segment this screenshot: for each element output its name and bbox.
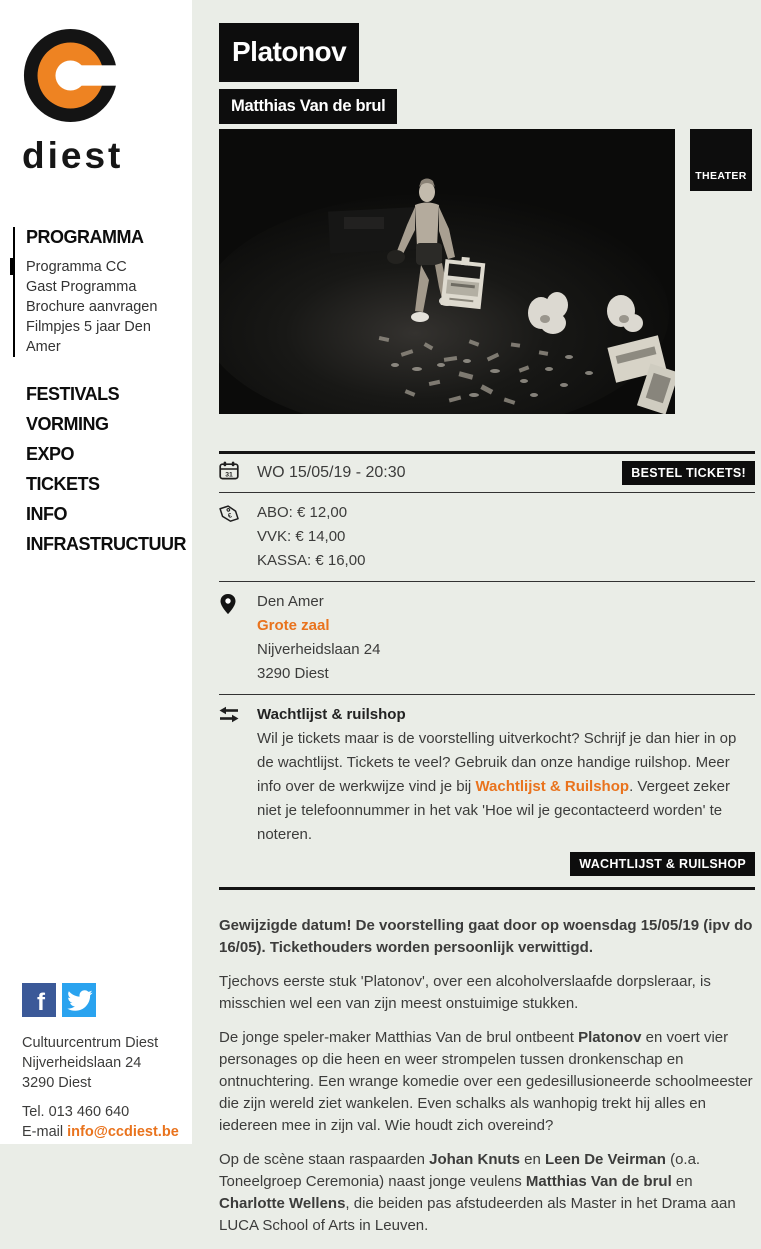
event-info bbox=[219, 451, 755, 890]
facebook-icon[interactable] bbox=[22, 983, 56, 1017]
footer-tel: Tel. 013 460 640 bbox=[22, 1104, 130, 1120]
text-segment: (o.a. Toneelgroep Ceremonia) naast jonge veulens bbox=[219, 1151, 701, 1190]
sidebar-item-tickets[interactable]: TICKETS bbox=[26, 474, 100, 494]
page-title: Platonov bbox=[219, 23, 359, 82]
text-segment: Wil je tickets maar is de voorstelling uitverkocht? Schrijf je dan hier in op de wachtlijst. Tickets te veel? Gebruik dan onze handige ruilshop. Meer info over de werkwijze vind je bij bbox=[257, 730, 737, 795]
article bbox=[219, 915, 755, 1237]
text-segment: Matthias Van de brul bbox=[525, 1173, 672, 1190]
programma-submenu bbox=[26, 257, 173, 357]
event-date-row bbox=[219, 454, 755, 493]
paragraph-cast bbox=[219, 1149, 755, 1237]
text-segment: Charlotte Wellens bbox=[219, 1195, 346, 1212]
text-segment: . Vergeet zeker niet je telefoonnummer in het vak 'Hoe wil je gecontacteerd worden' te noteren. bbox=[257, 778, 730, 843]
paragraph-intro bbox=[219, 971, 755, 1015]
sidebar bbox=[0, 0, 192, 1144]
category-badge-theater: THEATER bbox=[690, 129, 752, 191]
twitter-icon[interactable] bbox=[62, 983, 96, 1017]
event-prices-row bbox=[219, 493, 755, 582]
text-segment: Tjechovs eerste stuk 'Platonov', over een alcoholverslaafde dorpsleraar, is misschien wel een van zijn meest onstuimige stukken. bbox=[219, 973, 711, 1012]
text-segment: Platonov bbox=[578, 1029, 642, 1046]
sidebar-footer bbox=[22, 983, 182, 1142]
sidebar-item-programma-cc[interactable]: Programma CC bbox=[26, 257, 173, 277]
sidebar-item-festivals[interactable]: FESTIVALS bbox=[26, 384, 120, 404]
footer-city: 3290 Diest bbox=[22, 1075, 92, 1091]
venue-hall-link[interactable]: Grote zaal bbox=[257, 617, 330, 634]
bestel-tickets-button[interactable]: BESTEL TICKETS! bbox=[622, 461, 755, 485]
text-segment: Gewijzigde datum! De voorstelling gaat door op woensdag 15/05/19 (ipv do 16/05). Tickethouders worden persoonlijk verwittigd. bbox=[219, 917, 753, 956]
cc-diest-logo[interactable] bbox=[22, 27, 119, 129]
svg-text:f: f bbox=[37, 989, 45, 1016]
sidebar-item-gast-programma[interactable]: Gast Programma bbox=[26, 279, 137, 295]
svg-text:€: € bbox=[227, 512, 233, 521]
venue-street: Nijverheidslaan 24 bbox=[257, 641, 381, 658]
main-menu bbox=[26, 379, 192, 559]
calendar-day: 31 bbox=[225, 471, 233, 479]
footer-org: Cultuurcentrum Diest bbox=[22, 1035, 159, 1051]
page-subtitle: Matthias Van de brul bbox=[219, 89, 397, 124]
paragraph-description bbox=[219, 1027, 755, 1137]
sidebar-item-info[interactable]: INFO bbox=[26, 504, 67, 524]
text-segment: Leen De Veirman bbox=[545, 1151, 666, 1168]
footer-street: Nijverheidslaan 24 bbox=[22, 1055, 142, 1071]
event-date: WO 15/05/19 - 20:30 bbox=[257, 464, 406, 481]
waitlist-title: Wachtlijst & ruilshop bbox=[257, 706, 406, 723]
wachtlijst-ruilshop-button[interactable]: WACHTLIJST & RUILSHOP bbox=[570, 852, 755, 876]
waitlist-text bbox=[257, 727, 755, 847]
inline-link[interactable]: Wachtlijst & Ruilshop bbox=[475, 778, 630, 795]
email-link[interactable]: info@ccdiest.be bbox=[67, 1124, 179, 1140]
venue-city: 3290 Diest bbox=[257, 665, 329, 682]
text-segment: Johan Knuts bbox=[429, 1151, 520, 1168]
paragraph-changed-date bbox=[219, 915, 755, 959]
event-location-row bbox=[219, 582, 755, 695]
photo-row bbox=[219, 129, 755, 414]
text-segment: en bbox=[671, 1173, 693, 1190]
text-segment: , die beiden pas afstudeerden als Master in het Drama aan LUCA School of Arts in Leuven. bbox=[219, 1195, 736, 1234]
sidebar-item-infrastructuur[interactable]: INFRASTRUCTUUR bbox=[26, 534, 186, 554]
event-photo bbox=[219, 129, 675, 414]
calendar-icon bbox=[219, 461, 257, 485]
sidebar-item-filmpjes[interactable]: Filmpjes 5 jaar Den Amer bbox=[26, 319, 151, 355]
waitlist-row bbox=[219, 695, 755, 887]
main-content bbox=[219, 0, 755, 1249]
venue-name: Den Amer bbox=[257, 593, 324, 610]
price-kassa: KASSA: € 16,00 bbox=[257, 552, 366, 569]
text-segment: De jonge speler-maker Matthias Van de brul ontbeent bbox=[219, 1029, 579, 1046]
map-pin-icon bbox=[219, 590, 257, 686]
text-segment: Op de scène staan raspaarden bbox=[219, 1151, 430, 1168]
price-tag-icon bbox=[219, 501, 257, 573]
swap-arrows-icon bbox=[219, 703, 257, 879]
price-abo: ABO: € 12,00 bbox=[257, 504, 348, 521]
sidebar-item-vorming[interactable]: VORMING bbox=[26, 414, 109, 434]
price-vvk: VVK: € 14,00 bbox=[257, 528, 346, 545]
footer-email-label: E-mail bbox=[22, 1124, 68, 1140]
sidebar-item-programma[interactable]: PROGRAMMA bbox=[26, 227, 144, 247]
nav-programma-section bbox=[13, 227, 173, 357]
brand-wordmark[interactable]: diest bbox=[22, 135, 124, 176]
text-segment: en voert vier personages op die heen en weer strompelen tussen dronkenschap en ontnuchtering. Een wrange komedie over een gedesillusioneerde schoolmeester die zijn wereld ziet wankelen. Even schalks als wanhopig trekt hij alles en iedereen mee in zijn val. Wie houdt zich overeind? bbox=[219, 1029, 753, 1134]
logo-icon bbox=[22, 27, 119, 124]
text-segment: en bbox=[519, 1151, 546, 1168]
footer-email-row bbox=[22, 1122, 182, 1142]
sidebar-item-brochure-aanvragen[interactable]: Brochure aanvragen bbox=[26, 299, 158, 315]
sidebar-item-expo[interactable]: EXPO bbox=[26, 444, 75, 464]
